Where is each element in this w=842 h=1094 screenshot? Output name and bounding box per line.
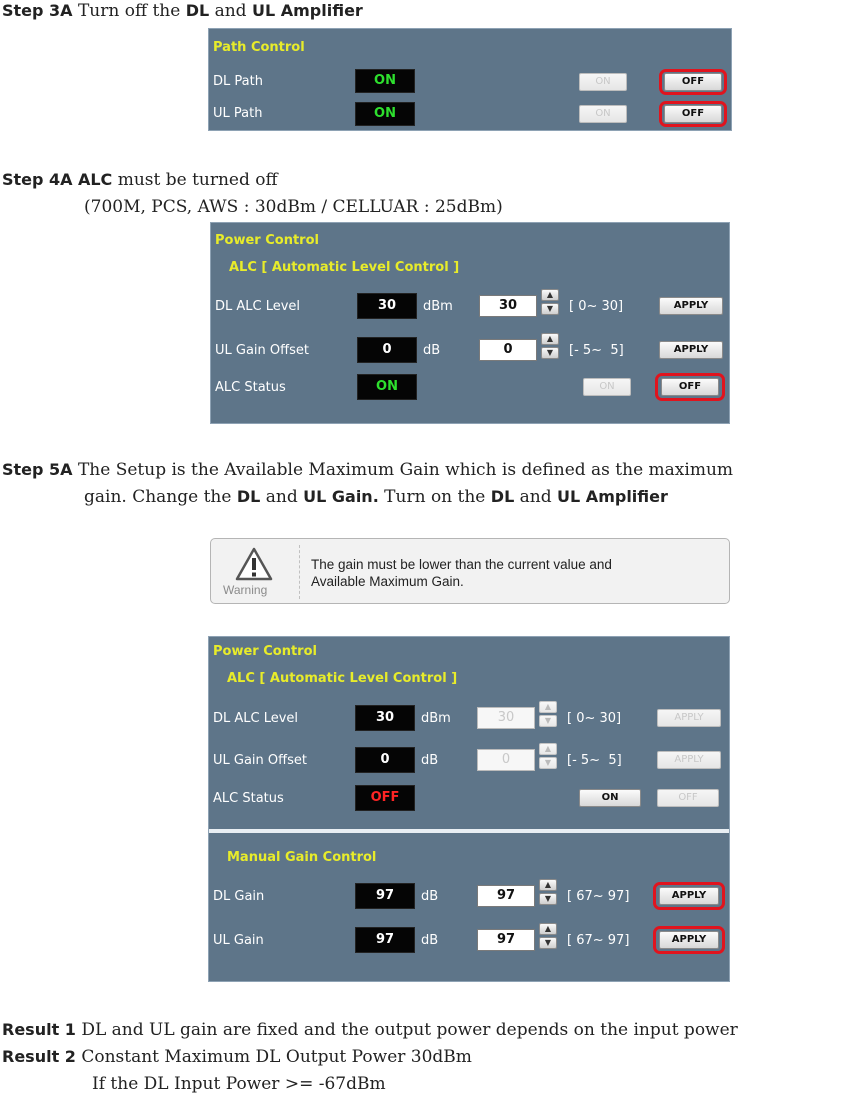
- ul-gain-offset-apply-button-2[interactable]: APPLY: [657, 751, 721, 769]
- ul-gain-offset-value: 0: [357, 337, 417, 363]
- ul-path-label: UL Path: [213, 106, 263, 121]
- path-control-panel: [208, 28, 732, 131]
- dl-alc-level-value: 30: [357, 293, 417, 319]
- dl-gain-stepper[interactable]: [539, 879, 557, 905]
- result2-line: [2, 1046, 472, 1068]
- ul-gain-offset-stepper-2[interactable]: [539, 743, 557, 769]
- dl-alc-level-apply-button[interactable]: APPLY: [659, 297, 723, 315]
- ul-gain-offset-label: UL Gain Offset: [215, 343, 309, 358]
- warning-line2: Available Maximum Gain.: [311, 574, 464, 589]
- power-control-panel-1: [210, 222, 730, 424]
- chevron-down-icon[interactable]: ▼: [541, 347, 559, 359]
- alc-status-value-2: OFF: [355, 785, 415, 811]
- warning-label: Warning: [223, 583, 268, 597]
- step5-text2: gain. Change the: [84, 487, 232, 507]
- chevron-up-icon[interactable]: ▲: [539, 879, 557, 891]
- chevron-up-icon[interactable]: ▲: [541, 289, 559, 301]
- manual-gain-title: Manual Gain Control: [227, 850, 377, 865]
- step5-label: Step 5A: [2, 460, 73, 479]
- chevron-down-icon[interactable]: ▼: [539, 893, 557, 905]
- chevron-down-icon[interactable]: ▼: [541, 303, 559, 315]
- ul-gain-offset-apply-button[interactable]: APPLY: [659, 341, 723, 359]
- chevron-up-icon[interactable]: ▲: [539, 923, 557, 935]
- dl-alc-level-label: DL ALC Level: [215, 299, 301, 314]
- dl-alc-level-label-2: DL ALC Level: [213, 711, 299, 726]
- dl-gain-apply-button[interactable]: APPLY: [659, 887, 719, 905]
- ul-gain-label: UL Gain: [213, 933, 264, 948]
- ul-gain-offset-stepper[interactable]: [541, 333, 559, 359]
- step4-label: Step 4A: [2, 170, 73, 189]
- ul-gain-offset-label-2: UL Gain Offset: [213, 753, 307, 768]
- chevron-down-icon[interactable]: ▼: [539, 937, 557, 949]
- chevron-up-icon[interactable]: ▲: [539, 743, 557, 755]
- alc-subtitle: ALC [ Automatic Level Control ]: [229, 260, 460, 275]
- chevron-down-icon[interactable]: ▼: [539, 757, 557, 769]
- ul-gain-input[interactable]: 97: [477, 929, 535, 951]
- dl-alc-level-value-2: 30: [355, 705, 415, 731]
- dl-alc-level-input-2[interactable]: 30: [477, 707, 535, 729]
- power-control-title-2: Power Control: [213, 644, 317, 659]
- dl-alc-level-apply-button-2[interactable]: APPLY: [657, 709, 721, 727]
- chevron-up-icon[interactable]: ▲: [539, 701, 557, 713]
- chevron-up-icon[interactable]: ▲: [541, 333, 559, 345]
- step4-line2: (700M, PCS, AWS : 30dBm / CELLUAR : 25dBm): [84, 197, 503, 217]
- dl-gain-value: 97: [355, 883, 415, 909]
- step3-line: [2, 0, 363, 22]
- alc-status-label: ALC Status: [215, 380, 286, 395]
- dl-gain-range: [ 67~ 97]: [567, 889, 630, 904]
- ul-path-off-button[interactable]: OFF: [664, 105, 722, 123]
- ul-gain-offset-input[interactable]: 0: [479, 339, 537, 361]
- dl-path-on-button[interactable]: ON: [579, 73, 627, 91]
- warning-message: [311, 556, 612, 590]
- warning-icon: [235, 547, 273, 581]
- alc-off-button-2[interactable]: OFF: [657, 789, 719, 807]
- dl-alc-level-input[interactable]: 30: [479, 295, 537, 317]
- warning-divider: [299, 545, 300, 599]
- alc-status-value: ON: [357, 374, 417, 400]
- ul-gain-offset-range-2: [- 5~ 5]: [567, 753, 622, 768]
- alc-on-button[interactable]: ON: [583, 378, 631, 396]
- section-divider: [209, 829, 729, 833]
- step3-dl: DL: [185, 1, 210, 20]
- result2-text: Constant Maximum DL Output Power 30dBm: [81, 1047, 472, 1067]
- dl-alc-level-range: [ 0~ 30]: [569, 299, 624, 314]
- ul-gain-offset-unit: dB: [423, 343, 441, 358]
- dl-alc-level-stepper[interactable]: [541, 289, 559, 315]
- dl-alc-level-unit-2: dBm: [421, 711, 451, 726]
- step3-and: and: [214, 1, 247, 21]
- step5-line2: [84, 486, 668, 508]
- warning-box: [210, 538, 730, 604]
- dl-alc-level-stepper-2[interactable]: [539, 701, 557, 727]
- dl-gain-unit: dB: [421, 889, 439, 904]
- dl-alc-level-unit: dBm: [423, 299, 453, 314]
- step4-alc: ALC: [77, 170, 113, 189]
- step5-and: and: [265, 487, 298, 507]
- step5-text1: The Setup is the Available Maximum Gain which is defined as the maximum: [77, 460, 734, 480]
- dl-path-label: DL Path: [213, 74, 263, 89]
- ul-gain-apply-button[interactable]: APPLY: [659, 931, 719, 949]
- ul-gain-offset-range: [- 5~ 5]: [569, 343, 624, 358]
- step5-dl: DL: [236, 487, 261, 506]
- ul-path-status: ON: [355, 102, 415, 126]
- ul-gain-range: [ 67~ 97]: [567, 933, 630, 948]
- warning-line1: The gain must be lower than the current value and: [311, 557, 612, 572]
- step5-text3: Turn on the: [384, 487, 486, 507]
- step5-ul-gain: UL Gain.: [303, 487, 379, 506]
- result2-label: Result 2: [2, 1047, 76, 1066]
- step3-text: Turn off the: [77, 1, 181, 21]
- ul-gain-value: 97: [355, 927, 415, 953]
- result1-text: DL and UL gain are fixed and the output power depends on the input power: [81, 1020, 738, 1040]
- step5-ul-amp: UL Amplifier: [557, 487, 668, 506]
- chevron-down-icon[interactable]: ▼: [539, 715, 557, 727]
- result2-line2: If the DL Input Power >= -67dBm: [92, 1074, 386, 1094]
- alc-off-button[interactable]: OFF: [661, 378, 719, 396]
- step5-line: [2, 459, 733, 481]
- ul-gain-offset-value-2: 0: [355, 747, 415, 773]
- step3-label: Step 3A: [2, 1, 73, 20]
- result1-label: Result 1: [2, 1020, 76, 1039]
- step5-and2: and: [519, 487, 552, 507]
- ul-gain-stepper[interactable]: [539, 923, 557, 949]
- power-control-panel-2: [208, 636, 730, 982]
- step3-ul-amp: UL Amplifier: [251, 1, 363, 20]
- dl-gain-input[interactable]: 97: [477, 885, 535, 907]
- ul-path-on-button[interactable]: ON: [579, 105, 627, 123]
- dl-path-status: ON: [355, 69, 415, 93]
- dl-gain-label: DL Gain: [213, 889, 265, 904]
- ul-gain-unit: dB: [421, 933, 439, 948]
- path-control-title: Path Control: [213, 40, 305, 55]
- step4-text: must be turned off: [117, 170, 278, 190]
- step4-line: [2, 169, 278, 191]
- power-control-title: Power Control: [215, 233, 319, 248]
- ul-gain-offset-unit-2: dB: [421, 753, 439, 768]
- ul-gain-offset-input-2[interactable]: 0: [477, 749, 535, 771]
- result1-line: [2, 1019, 738, 1041]
- alc-on-button-2[interactable]: ON: [579, 789, 641, 807]
- alc-subtitle-2: ALC [ Automatic Level Control ]: [227, 671, 458, 686]
- dl-alc-level-range-2: [ 0~ 30]: [567, 711, 622, 726]
- step5-dl2: DL: [490, 487, 515, 506]
- dl-path-off-button[interactable]: OFF: [664, 73, 722, 91]
- alc-status-label-2: ALC Status: [213, 791, 284, 806]
